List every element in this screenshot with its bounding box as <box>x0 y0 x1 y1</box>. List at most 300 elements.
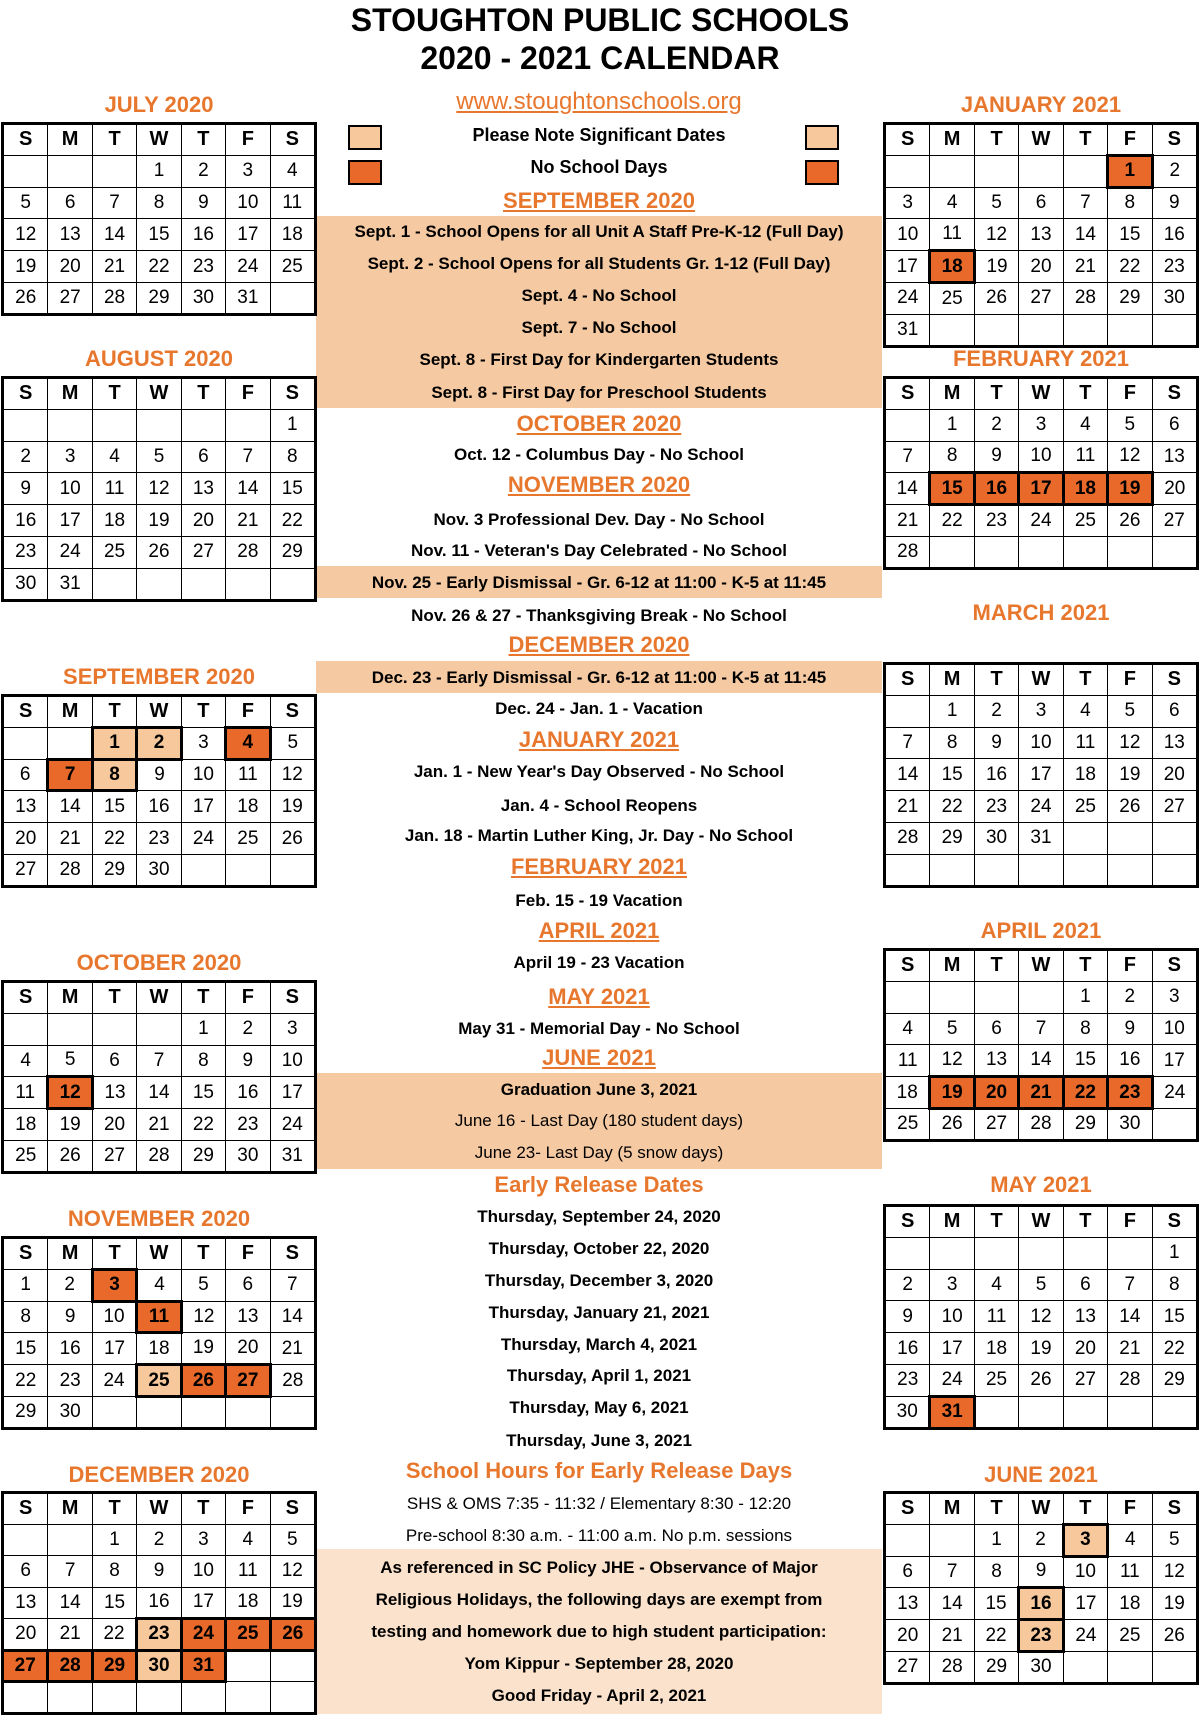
day-cell: 8 <box>270 441 315 473</box>
day-cell: 16 <box>3 505 48 537</box>
day-cell: 14 <box>137 1077 181 1109</box>
empty-day-cell <box>92 1682 136 1714</box>
day-cell: 12 <box>3 219 48 251</box>
weekday-header: T <box>974 378 1018 410</box>
day-cell: 22 <box>181 1109 225 1141</box>
day-cell: 18 <box>137 1333 181 1365</box>
day-cell: 15 <box>930 473 974 505</box>
day-cell: 23 <box>181 251 225 283</box>
day-cell: 2 <box>1019 1524 1063 1556</box>
day-cell: 16 <box>1108 1045 1152 1077</box>
day-cell: 11 <box>3 1077 48 1109</box>
week-row <box>885 1333 1198 1365</box>
day-cell: 17 <box>1019 759 1063 791</box>
empty-day-cell <box>137 1682 181 1714</box>
empty-day-cell <box>92 155 136 187</box>
day-cell: 12 <box>181 1301 225 1333</box>
day-cell: 25 <box>137 1365 181 1397</box>
day-cell: 2 <box>181 155 225 187</box>
day-cell: 7 <box>1019 1013 1063 1045</box>
legend-no-school-label: No School Days <box>530 157 668 177</box>
weekday-header: W <box>137 982 181 1014</box>
empty-day-cell <box>974 314 1018 346</box>
sep-line-5: Sept. 8 - First Day for Kindergarten Students <box>419 350 779 369</box>
day-cell: 8 <box>1063 1013 1107 1045</box>
day-cell: 14 <box>885 473 930 505</box>
weekday-header-row <box>3 1493 316 1525</box>
empty-day-cell <box>137 568 181 600</box>
day-cell: 25 <box>1108 1620 1152 1652</box>
day-cell: 14 <box>930 1588 974 1620</box>
empty-day-cell <box>974 536 1018 568</box>
day-cell: 5 <box>930 1013 974 1045</box>
day-cell: 24 <box>1152 1077 1197 1109</box>
day-cell: 6 <box>48 187 92 219</box>
day-cell: 8 <box>930 441 974 473</box>
day-cell: 13 <box>181 473 225 505</box>
week-row <box>3 1140 316 1172</box>
day-cell: 5 <box>1019 1269 1063 1301</box>
day-cell: 30 <box>1108 1108 1152 1140</box>
weekday-header-row <box>3 982 316 1014</box>
day-cell: 21 <box>885 505 930 537</box>
day-cell: 27 <box>92 1140 136 1172</box>
weekday-header: T <box>181 696 225 728</box>
day-cell: 10 <box>181 759 225 791</box>
day-cell: 22 <box>137 251 181 283</box>
day-cell: 11 <box>1108 1556 1152 1588</box>
day-cell: 18 <box>270 219 315 251</box>
day-cell: 10 <box>1063 1556 1107 1588</box>
day-cell: 17 <box>930 1333 974 1365</box>
empty-day-cell <box>48 1524 92 1556</box>
weekday-header: T <box>181 1493 225 1525</box>
day-cell: 29 <box>930 822 974 854</box>
day-cell: 29 <box>137 282 181 314</box>
weekday-header-row <box>885 1206 1198 1238</box>
day-cell: 8 <box>181 1045 225 1077</box>
day-cell: 23 <box>974 505 1018 537</box>
day-cell: 22 <box>92 1619 136 1651</box>
day-cell: 24 <box>181 823 225 855</box>
day-cell: 11 <box>1063 441 1107 473</box>
day-cell: 17 <box>92 1333 136 1365</box>
weekday-header-row <box>885 124 1198 156</box>
day-cell: 17 <box>1152 1045 1197 1077</box>
day-cell: 30 <box>885 1396 930 1428</box>
empty-day-cell <box>1152 1108 1197 1140</box>
week-row <box>885 1396 1198 1428</box>
weekday-header: F <box>1108 1206 1152 1238</box>
day-cell: 7 <box>137 1045 181 1077</box>
empty-day-cell <box>930 1237 974 1269</box>
empty-day-cell <box>48 409 92 441</box>
day-cell: 28 <box>48 854 92 886</box>
apr-heading: APRIL 2021 <box>538 918 660 943</box>
day-cell: 7 <box>930 1556 974 1588</box>
day-cell: 8 <box>137 187 181 219</box>
day-cell: 26 <box>3 282 48 314</box>
empty-day-cell <box>270 854 315 886</box>
day-cell: 29 <box>92 1650 136 1682</box>
day-cell: 7 <box>270 1269 315 1301</box>
week-row <box>885 282 1198 314</box>
calendar-feb-2021 <box>883 376 1199 570</box>
week-row <box>885 1364 1198 1396</box>
calendar-jan-2021 <box>883 122 1199 348</box>
may-line-1: May 31 - Memorial Day - No School <box>458 1019 740 1038</box>
day-cell: 30 <box>1019 1651 1063 1683</box>
day-cell: 4 <box>1108 1524 1152 1556</box>
empty-day-cell <box>1108 536 1152 568</box>
day-cell: 20 <box>885 1620 930 1652</box>
day-cell: 5 <box>270 727 315 759</box>
month-title-aug-2020: AUGUST 2020 <box>85 346 233 371</box>
day-cell: 22 <box>92 823 136 855</box>
day-cell: 28 <box>885 536 930 568</box>
day-cell: 22 <box>1108 251 1152 283</box>
day-cell: 26 <box>1152 1620 1197 1652</box>
day-cell: 6 <box>1152 409 1197 441</box>
day-cell: 22 <box>1063 1077 1107 1109</box>
empty-day-cell <box>137 409 181 441</box>
empty-day-cell <box>3 1013 48 1045</box>
day-cell: 3 <box>1019 409 1063 441</box>
weekday-header: S <box>1152 1493 1197 1525</box>
weekday-header: W <box>137 1238 181 1270</box>
weekday-header: S <box>3 1238 48 1270</box>
early-line-2: Thursday, October 22, 2020 <box>488 1239 710 1258</box>
empty-day-cell <box>885 854 930 886</box>
weekday-header: S <box>1152 950 1197 982</box>
day-cell: 19 <box>48 1109 92 1141</box>
day-cell: 21 <box>137 1109 181 1141</box>
weekday-header: F <box>1108 124 1152 156</box>
day-cell: 20 <box>974 1077 1018 1109</box>
day-cell: 10 <box>226 187 270 219</box>
day-cell: 9 <box>181 187 225 219</box>
day-cell: 16 <box>885 1333 930 1365</box>
day-cell: 13 <box>1152 441 1197 473</box>
day-cell: 23 <box>885 1364 930 1396</box>
empty-day-cell <box>226 568 270 600</box>
day-cell: 30 <box>181 282 225 314</box>
empty-day-cell <box>1108 1396 1152 1428</box>
weekday-header: W <box>137 378 181 410</box>
day-cell: 15 <box>930 759 974 791</box>
day-cell: 10 <box>930 1301 974 1333</box>
day-cell: 29 <box>1108 282 1152 314</box>
day-cell: 2 <box>974 695 1018 727</box>
day-cell: 5 <box>974 187 1018 219</box>
empty-day-cell <box>3 1524 48 1556</box>
weekday-header: S <box>1152 664 1197 696</box>
day-cell: 10 <box>48 473 92 505</box>
day-cell: 9 <box>974 441 1018 473</box>
month-title-feb-2021: FEBRUARY 2021 <box>952 346 1130 371</box>
weekday-header-row <box>3 378 316 410</box>
day-cell: 31 <box>181 1650 225 1682</box>
empty-day-cell <box>1108 1651 1152 1683</box>
week-row <box>885 1556 1198 1588</box>
month-title-mar-2021: MARCH 2021 <box>972 600 1110 625</box>
day-cell: 15 <box>181 1077 225 1109</box>
day-cell: 12 <box>1108 441 1152 473</box>
nov-line-4: Nov. 26 & 27 - Thanksgiving Break - No School <box>411 606 787 625</box>
week-row <box>885 791 1198 823</box>
day-cell: 31 <box>48 568 92 600</box>
weekday-header-row <box>3 1238 316 1270</box>
day-cell: 18 <box>92 505 136 537</box>
weekday-header: W <box>1019 378 1063 410</box>
day-cell: 9 <box>885 1301 930 1333</box>
day-cell: 16 <box>181 219 225 251</box>
day-cell: 11 <box>137 1301 181 1333</box>
weekday-header: F <box>1108 378 1152 410</box>
empty-day-cell <box>92 568 136 600</box>
day-cell: 14 <box>48 1587 92 1619</box>
day-cell: 31 <box>226 282 270 314</box>
day-cell: 3 <box>270 1013 315 1045</box>
jun-line-1: Graduation June 3, 2021 <box>500 1080 698 1099</box>
sep-line-2: Sept. 2 - School Opens for all Students Gr. 1-12 (Full Day) <box>367 254 831 273</box>
nov-heading: NOVEMBER 2020 <box>507 472 691 497</box>
empty-day-cell <box>974 981 1018 1013</box>
day-cell: 20 <box>1019 251 1063 283</box>
day-cell: 10 <box>92 1301 136 1333</box>
empty-day-cell <box>3 409 48 441</box>
day-cell: 21 <box>92 251 136 283</box>
day-cell: 6 <box>1152 695 1197 727</box>
day-cell: 26 <box>930 1108 974 1140</box>
day-cell: 5 <box>3 187 48 219</box>
day-cell: 19 <box>1019 1333 1063 1365</box>
day-cell: 21 <box>1108 1333 1152 1365</box>
weekday-header: M <box>930 378 974 410</box>
empty-day-cell <box>1063 854 1107 886</box>
month-title-dec-2020: DECEMBER 2020 <box>68 1462 250 1487</box>
weekday-header: W <box>137 124 181 156</box>
day-cell: 19 <box>1152 1588 1197 1620</box>
weekday-header-row <box>885 378 1198 410</box>
day-cell: 15 <box>974 1588 1018 1620</box>
early-line-5: Thursday, March 4, 2021 <box>500 1335 698 1354</box>
day-cell: 9 <box>1019 1556 1063 1588</box>
day-cell: 30 <box>137 1650 181 1682</box>
day-cell: 2 <box>48 1269 92 1301</box>
weekday-header: W <box>137 696 181 728</box>
empty-day-cell <box>1063 155 1107 187</box>
day-cell: 29 <box>3 1396 48 1428</box>
empty-day-cell <box>930 314 974 346</box>
day-cell: 21 <box>270 1333 315 1365</box>
day-cell: 27 <box>181 536 225 568</box>
day-cell: 16 <box>137 1587 181 1619</box>
week-row <box>885 1301 1198 1333</box>
early-line-8: Thursday, June 3, 2021 <box>506 1431 692 1450</box>
weekday-header: W <box>1019 950 1063 982</box>
day-cell: 24 <box>181 1619 225 1651</box>
week-row <box>885 1108 1198 1140</box>
sep-heading: SEPTEMBER 2020 <box>503 188 695 213</box>
weekday-header: M <box>930 1206 974 1238</box>
day-cell: 22 <box>930 505 974 537</box>
day-cell: 27 <box>974 1108 1018 1140</box>
day-cell: 10 <box>1019 727 1063 759</box>
day-cell: 15 <box>137 219 181 251</box>
jan-heading: JANUARY 2021 <box>518 727 680 752</box>
weekday-header-row <box>885 950 1198 982</box>
day-cell: 28 <box>270 1365 315 1397</box>
day-cell: 10 <box>1152 1013 1197 1045</box>
weekday-header-row <box>885 664 1198 696</box>
day-cell: 23 <box>3 536 48 568</box>
day-cell: 14 <box>48 791 92 823</box>
weekday-header: M <box>48 124 92 156</box>
day-cell: 9 <box>48 1301 92 1333</box>
day-cell: 17 <box>181 791 225 823</box>
week-row <box>3 1269 316 1301</box>
day-cell: 28 <box>48 1650 92 1682</box>
day-cell: 14 <box>92 219 136 251</box>
policy-line-3: testing and homework due to high student participation: <box>371 1622 827 1641</box>
week-row <box>3 791 316 823</box>
weekday-header: F <box>1108 664 1152 696</box>
day-cell: 13 <box>226 1301 270 1333</box>
day-cell: 16 <box>226 1077 270 1109</box>
day-cell: 15 <box>3 1333 48 1365</box>
empty-day-cell <box>885 409 930 441</box>
day-cell: 7 <box>1108 1269 1152 1301</box>
day-cell: 26 <box>270 1619 315 1651</box>
website-link[interactable]: www.stoughtonschools.org <box>456 88 742 115</box>
weekday-header: W <box>1019 1493 1063 1525</box>
week-row <box>3 155 316 187</box>
week-row <box>3 1619 316 1651</box>
weekday-header: S <box>885 378 930 410</box>
hours-line-1: SHS & OMS 7:35 - 11:32 / Elementary 8:30 - 12:20 <box>406 1494 792 1513</box>
day-cell: 22 <box>974 1620 1018 1652</box>
day-cell: 2 <box>974 409 1018 441</box>
empty-day-cell <box>1152 1396 1197 1428</box>
week-row <box>885 1588 1198 1620</box>
day-cell: 22 <box>930 791 974 823</box>
day-cell: 16 <box>1019 1588 1063 1620</box>
week-row <box>3 1524 316 1556</box>
day-cell: 4 <box>226 1524 270 1556</box>
empty-day-cell <box>270 1650 315 1682</box>
day-cell: 6 <box>3 759 48 791</box>
day-cell: 26 <box>1108 505 1152 537</box>
day-cell: 15 <box>92 1587 136 1619</box>
day-cell: 1 <box>930 409 974 441</box>
day-cell: 9 <box>1152 187 1197 219</box>
day-cell: 7 <box>48 1556 92 1588</box>
day-cell: 3 <box>226 155 270 187</box>
day-cell: 1 <box>1108 155 1152 187</box>
week-row <box>885 251 1198 283</box>
weekday-header: S <box>270 124 315 156</box>
day-cell: 13 <box>1019 219 1063 251</box>
day-cell: 12 <box>270 759 315 791</box>
day-cell: 22 <box>1152 1333 1197 1365</box>
weekday-header: T <box>92 124 136 156</box>
early-line-6: Thursday, April 1, 2021 <box>506 1366 692 1385</box>
day-cell: 18 <box>226 1587 270 1619</box>
day-cell: 12 <box>1108 727 1152 759</box>
day-cell: 9 <box>1108 1013 1152 1045</box>
calendar-oct-2020 <box>1 980 317 1174</box>
day-cell: 11 <box>930 219 974 251</box>
day-cell: 8 <box>3 1301 48 1333</box>
weekday-header-row <box>3 696 316 728</box>
day-cell: 2 <box>1152 155 1197 187</box>
weekday-header-row <box>885 1493 1198 1525</box>
empty-day-cell <box>92 1013 136 1045</box>
day-cell: 5 <box>137 441 181 473</box>
day-cell: 15 <box>92 791 136 823</box>
day-cell: 25 <box>92 536 136 568</box>
day-cell: 17 <box>226 219 270 251</box>
weekday-header: M <box>48 696 92 728</box>
jan-line-2: Jan. 4 - School Reopens <box>500 796 698 815</box>
month-title-oct-2020: OCTOBER 2020 <box>76 950 242 975</box>
day-cell: 11 <box>885 1045 930 1077</box>
day-cell: 24 <box>1019 505 1063 537</box>
day-cell: 14 <box>226 473 270 505</box>
day-cell: 29 <box>181 1140 225 1172</box>
day-cell: 25 <box>226 823 270 855</box>
day-cell: 7 <box>92 187 136 219</box>
early-line-7: Thursday, May 6, 2021 <box>509 1398 689 1417</box>
legend-significant-label: Please Note Significant Dates <box>472 125 726 145</box>
week-row <box>885 1651 1198 1683</box>
jun-heading: JUNE 2021 <box>542 1045 656 1070</box>
empty-day-cell <box>226 854 270 886</box>
dec-line-2: Dec. 24 - Jan. 1 - Vacation <box>495 699 703 718</box>
hours-line-2: Pre-school 8:30 a.m. - 11:00 a.m. No p.m. sessions <box>405 1526 793 1545</box>
week-row <box>3 251 316 283</box>
day-cell: 18 <box>930 251 974 283</box>
day-cell: 26 <box>1019 1364 1063 1396</box>
day-cell: 28 <box>226 536 270 568</box>
day-cell: 25 <box>885 1108 930 1140</box>
week-row <box>885 1013 1198 1045</box>
empty-day-cell <box>48 1013 92 1045</box>
day-cell: 11 <box>226 1556 270 1588</box>
day-cell: 23 <box>48 1365 92 1397</box>
week-row <box>3 1301 316 1333</box>
day-cell: 3 <box>48 441 92 473</box>
day-cell: 14 <box>270 1301 315 1333</box>
weekday-header: M <box>930 124 974 156</box>
day-cell: 21 <box>226 505 270 537</box>
day-cell: 25 <box>1063 791 1107 823</box>
day-cell: 4 <box>226 727 270 759</box>
weekday-header: M <box>930 664 974 696</box>
day-cell: 27 <box>1152 791 1197 823</box>
week-row <box>3 1333 316 1365</box>
empty-day-cell <box>1063 1396 1107 1428</box>
weekday-header: S <box>3 1493 48 1525</box>
week-row <box>885 1077 1198 1109</box>
sep-line-6: Sept. 8 - First Day for Preschool Students <box>431 383 767 402</box>
empty-day-cell <box>1152 536 1197 568</box>
empty-day-cell <box>270 282 315 314</box>
day-cell: 24 <box>1063 1620 1107 1652</box>
day-cell: 17 <box>270 1077 315 1109</box>
day-cell: 18 <box>1108 1588 1152 1620</box>
